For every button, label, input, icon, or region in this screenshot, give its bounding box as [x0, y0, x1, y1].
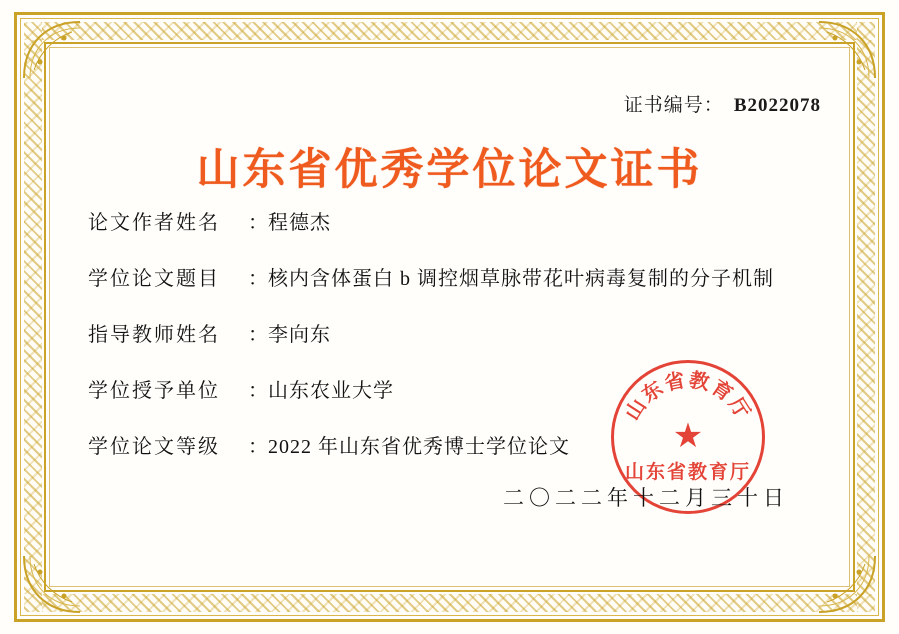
seal-bottom-text: 山东省教育厅 — [624, 461, 751, 483]
field-value-institution: 山东农业大学 — [268, 380, 394, 402]
field-value-grade: 2022 年山东省优秀博士学位论文 — [268, 436, 570, 458]
field-row-author — [88, 206, 829, 235]
field-colon: ： — [248, 212, 268, 234]
field-row-institution — [88, 374, 829, 403]
field-label-author: 论文作者姓名 — [88, 212, 220, 234]
field-colon: ： — [248, 324, 268, 346]
field-value-author: 程德杰 — [268, 212, 331, 234]
seal-star-icon: ★ — [672, 418, 704, 455]
issue-date: 二〇二二年十二月三十日 — [503, 486, 789, 510]
certificate-number — [624, 90, 821, 117]
field-row-thesis-title — [88, 262, 829, 291]
field-label-institution: 学位授予单位 — [88, 380, 220, 402]
seal-top-text: 山东省教育厅 — [619, 367, 757, 425]
certificate-number-label: 证书编号： — [623, 95, 724, 116]
field-label-thesis-title: 学位论文题目 — [88, 268, 220, 290]
field-colon: ： — [248, 268, 268, 290]
field-value-thesis-title: 核内含体蛋白 b 调控烟草脉带花叶病毒复制的分子机制 — [268, 268, 774, 290]
field-colon: ： — [248, 380, 268, 402]
page-title: 山东省优秀学位论文证书 — [196, 145, 703, 195]
field-label-supervisor: 指导教师姓名 — [88, 324, 220, 346]
field-row-grade — [88, 430, 829, 459]
field-row-supervisor — [88, 318, 829, 347]
certificate-number-value: B2022078 — [733, 95, 821, 116]
field-colon: ： — [248, 436, 268, 458]
certificate-content — [60, 58, 839, 576]
certificate-fields — [88, 206, 829, 486]
field-label-grade: 学位论文等级 — [88, 436, 220, 458]
field-value-supervisor: 李向东 — [268, 324, 331, 346]
